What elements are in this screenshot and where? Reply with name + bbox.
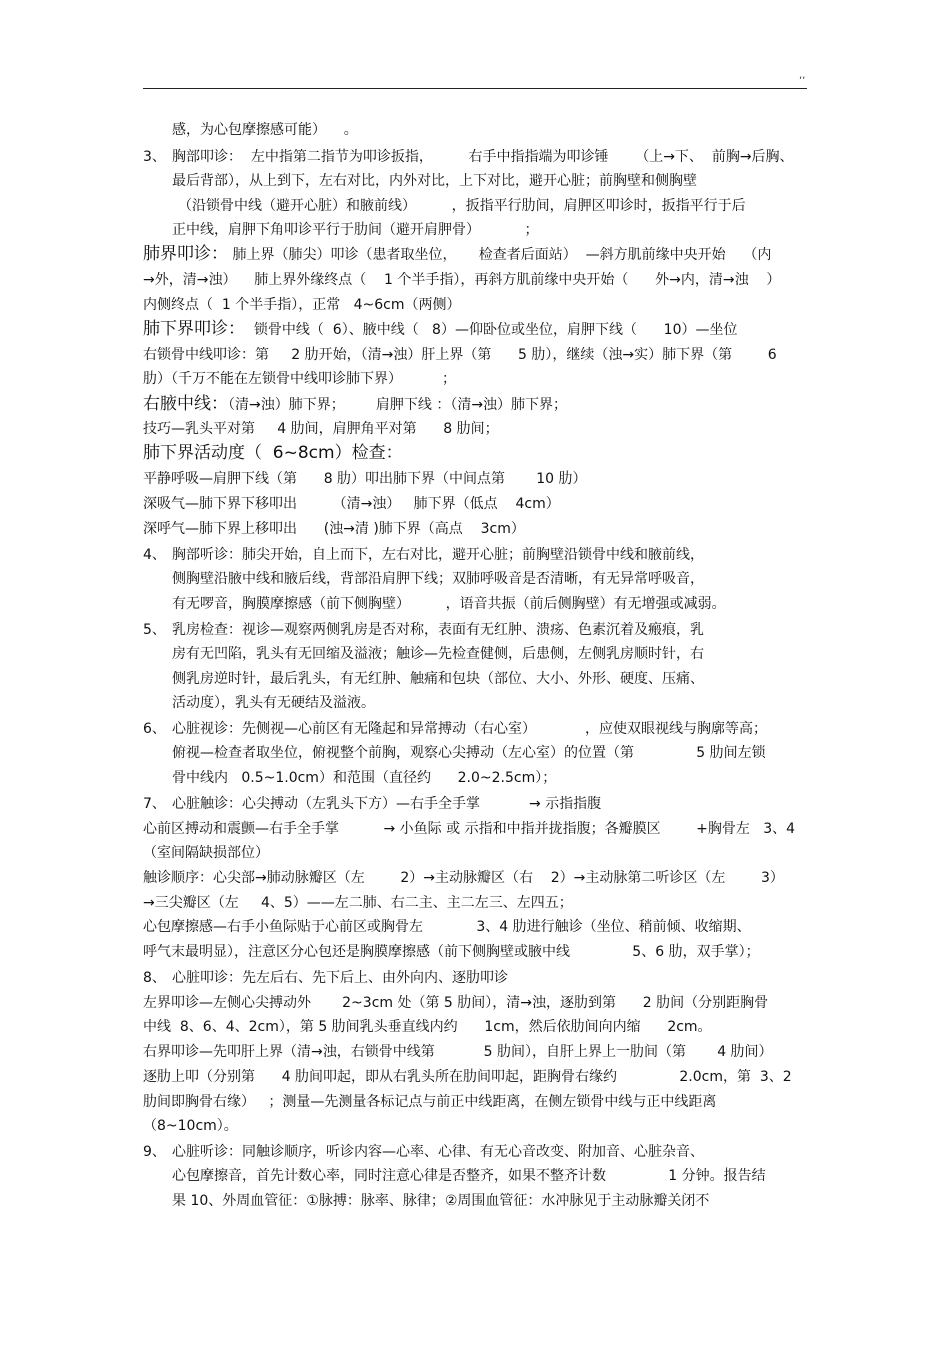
text-line: →三尖瓣区（左 4、5）——左二肺、右二主、主二左三、左四五； <box>143 895 573 911</box>
text-line: 右锁骨中线叩诊：第 2 肋开始，（清→浊）肝上界（第 5 肋），继续（浊→实）肺下界（第 6 <box>143 347 777 363</box>
text-line: （8~10cm）。 <box>143 1118 238 1134</box>
text-line: 胸部叩诊： 左中指第二指节为叩诊扳指， 右手中指指端为叩诊锤 （上→下、 前胸→后胸、 <box>172 149 794 165</box>
header-mark: ,, <box>799 70 806 81</box>
section-text: （清→浊）肺下界； 肩胛下线 ：（清→浊）肺下界； <box>228 397 568 413</box>
text-line: 乳房检查：视诊—观察两侧乳房是否对称，表面有无红肿、溃疡、色素沉着及瘢痕，乳 <box>172 622 704 638</box>
section-text: 锁骨中线（ 6）、腋中线（ 8）—仰卧位或坐位，肩胛下线（ 10）—坐位 <box>245 322 738 338</box>
list-number: 9、 <box>143 1144 166 1160</box>
text-line: 果 10、外周血管征：①脉搏：脉率、脉律；②周围血管征：水冲脉见于主动脉瓣关闭不 <box>172 1193 710 1209</box>
section-heading: 肺下界叩诊： <box>143 319 245 339</box>
text-line: 最后背部），从上到下，左右对比，内外对比，上下对比，避开心脏；前胸壁和侧胸壁 <box>172 173 697 189</box>
list-number: 3、 <box>143 149 166 165</box>
text-line: →外，清→浊） 肺上界外缘终点（ 1 个半手指），再斜方肌前缘中央开始（ 外→内，清→浊 ） <box>143 272 781 288</box>
text-line: 心脏触诊：心尖搏动（左乳头下方）—右手全手掌 → 示指指腹 <box>172 796 602 812</box>
text-line: 触诊顺序：心尖部→肺动脉瓣区（左 2）→主动脉瓣区（右 2）→主动脉第二听诊区（左 3） <box>143 870 784 886</box>
text-line: 感，为心包摩擦感可能） 。 <box>172 122 358 138</box>
text-line: 肋）（千万不能在左锁骨中线叩诊肺下界） ； <box>143 371 457 387</box>
section-heading: 肺界叩诊： <box>143 244 228 264</box>
text-line: （室间隔缺损部位） <box>143 845 269 861</box>
list-number: 7、 <box>143 796 166 812</box>
list-number: 6、 <box>143 721 166 737</box>
text-line: 肺下界活动度（ 6~8cm）检查： <box>143 443 403 463</box>
text-line: 心包摩擦感—右手小鱼际贴于心前区或胸骨左 3、4 肋进行触诊（坐位、稍前倾、收缩期、 <box>143 919 751 935</box>
text-line: 骨中线内 0.5~1.0cm）和范围（直径约 2.0~2.5cm）； <box>172 770 557 786</box>
text-line: 心脏听诊：同触诊顺序，听诊内容—心率、心律、有无心音改变、附加音、心脏杂音、 <box>172 1144 704 1160</box>
header-rule <box>143 88 807 89</box>
text-line: 正中线，肩胛下角叩诊平行于肋间（避开肩胛骨） ； <box>172 222 539 238</box>
text-line <box>143 320 737 339</box>
list-number: 5、 <box>143 622 166 638</box>
text-line: 房有无凹陷，乳头有无回缩及溢液；触诊—先检查健侧，后患侧，左侧乳房顺时针，右 <box>172 646 704 662</box>
text-line: （沿锁骨中线（避开心脏）和腋前线） ，扳指平行肋间，肩胛区叩诊时，扳指平行于后 <box>178 198 746 214</box>
text-line: 内侧终点（ 1 个半手指），正常 4~6cm（两侧） <box>143 297 461 313</box>
text-line: 中线 8、6、4、2cm），第 5 肋间乳头垂直线内约 1cm，然后依肋间向内缩 2cm。 <box>143 1019 712 1035</box>
text-line <box>143 245 771 264</box>
text-line: 呼气末最明显），注意区分心包还是胸膜摩擦感（前下侧胸壁或腋中线 5、6 肋，双手掌）； <box>143 944 760 960</box>
text-line: 心脏视诊：先侧视—心前区有无隆起和异常搏动（右心室） ，应使双眼视线与胸廓等高； <box>172 721 767 737</box>
list-number: 4、 <box>143 547 166 563</box>
text-line: 深吸气—肺下界下移叩出 （清→浊） 肺下界（低点 4cm） <box>143 496 560 512</box>
section-text: 肺上界（肺尖）叩诊（患者取坐位， 检查者后面站） —斜方肌前缘中央开始 （内 <box>228 247 772 263</box>
text-line: 逐肋上叩（分别第 4 肋间叩起，即从右乳头所在肋间叩起，距胸骨右缘约 2.0cm，第 3、2 <box>143 1069 792 1085</box>
text-line: 侧乳房逆时针，最后乳头，有无红肿、触痛和包块（部位、大小、外形、硬度、压痛、 <box>172 671 704 687</box>
text-line: 心前区搏动和震颤—右手全手掌 → 小鱼际 或 示指和中指并拢指腹；各瓣膜区 +胸骨左 3、4 <box>143 821 796 837</box>
text-line <box>143 395 567 414</box>
text-line: 胸部听诊：肺尖开始，自上而下，左右对比，避开心脏；前胸壁沿锁骨中线和腋前线， <box>172 547 704 563</box>
text-line: 有无啰音，胸膜摩擦感（前下侧胸壁） ，语音共振（前后侧胸壁）有无增强或减弱。 <box>172 596 726 612</box>
text-line: 深呼气—肺下界上移叩出 (浊→清 )肺下界（高点 3cm） <box>143 521 525 537</box>
list-number: 8、 <box>143 970 166 986</box>
text-line: 肋间即胸骨右缘） ；测量—先测量各标记点与前正中线距离，在侧左锁骨中线与正中线距离 <box>143 1094 717 1110</box>
text-line: 平静呼吸—肩胛下线（第 8 肋）叩出肺下界（中间点第 10 肋） <box>143 471 587 487</box>
text-line: 左界叩诊—左侧心尖搏动外 2~3cm 处（第 5 肋间），清→浊，逐肋到第 2 肋间（分别距胸骨 <box>143 995 769 1011</box>
text-line: 心包摩擦音，首先计数心率，同时注意心律是否整齐，如果不整齐计数 1 分钟。报告结 <box>172 1168 766 1184</box>
text-line: 活动度），乳头有无硬结及溢液。 <box>172 695 375 711</box>
text-line: 右界叩诊—先叩肝上界（清→浊，右锁骨中线第 5 肋间），自肝上界上一肋间（第 4 肋间） <box>143 1044 773 1060</box>
text-line: 俯视—检查者取坐位，俯视整个前胸，观察心尖搏动（左心室）的位置（第 5 肋间左锁 <box>172 745 766 761</box>
section-heading: 右腋中线： <box>143 394 228 414</box>
text-line: 侧胸壁沿腋中线和腋后线，背部沿肩胛下线；双肺呼吸音是否清晰，有无异常呼吸音， <box>172 571 704 587</box>
text-line: 心脏叩诊：先左后右、先下后上、由外向内、逐肋叩诊 <box>172 970 508 986</box>
text-line: 技巧—乳头平对第 4 肋间，肩胛角平对第 8 肋间； <box>143 421 499 437</box>
